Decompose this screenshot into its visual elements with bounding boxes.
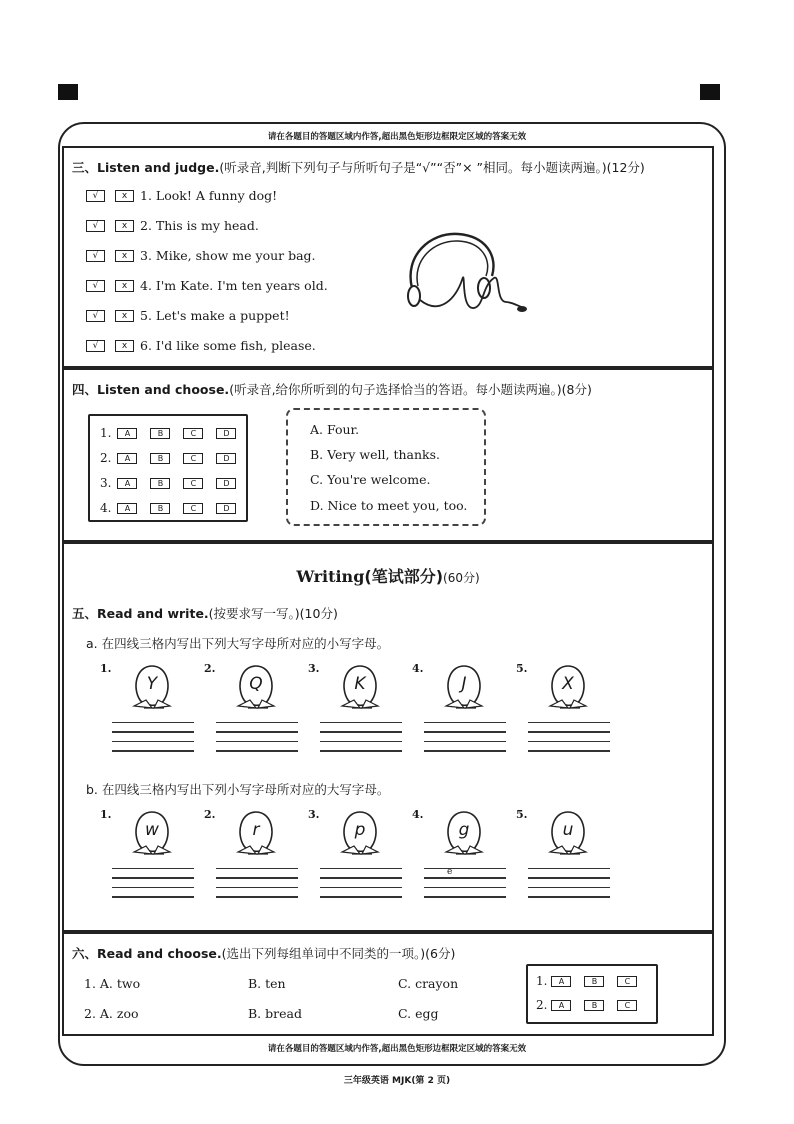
judge-row [86, 338, 316, 353]
judge-sentence: 1. Look! A funny dog! [140, 188, 278, 203]
peach-letter: X [562, 674, 574, 694]
section5-title: 五、Read and write. [72, 606, 209, 621]
four-line-grid[interactable] [424, 868, 506, 906]
check-box[interactable]: √ [86, 340, 105, 352]
answer-grid-section4 [88, 414, 248, 522]
cross-box[interactable]: x [115, 280, 134, 292]
option-box[interactable]: D [216, 503, 236, 514]
option-box[interactable]: A [117, 428, 137, 439]
row2-a: 2. A. zoo [84, 1006, 139, 1021]
section3-instruction: (听录音,判断下列句子与所听句子是“√”“否”× ”相同。每小题读两遍。)(12分) [219, 160, 645, 175]
writing-score: (60分) [443, 571, 480, 585]
option-box[interactable]: C [617, 1000, 637, 1011]
choices-box [286, 408, 486, 526]
section5-instruction: (按要求写一写。)(10分) [208, 606, 338, 621]
answer-row-number: 3. [100, 476, 112, 490]
option-box[interactable]: A [117, 503, 137, 514]
four-line-grid[interactable] [528, 722, 610, 760]
peach-letter-card [130, 662, 190, 718]
answer-row-number: 2. [100, 451, 112, 465]
choice-a: A. Four. [310, 422, 360, 437]
row1-b: B. ten [248, 976, 286, 991]
cross-box[interactable]: x [115, 190, 134, 202]
check-box[interactable]: √ [86, 280, 105, 292]
judge-row [86, 278, 328, 293]
section6-instruction: (选出下列每组单词中不同类的一项。)(6分) [221, 946, 456, 961]
answer-row [536, 974, 650, 988]
item-number: 2. [204, 662, 216, 675]
option-box[interactable]: B [584, 976, 604, 987]
section6-heading [72, 944, 455, 962]
option-box[interactable]: C [617, 976, 637, 987]
four-line-grid[interactable] [528, 868, 610, 906]
judge-sentence: 4. I'm Kate. I'm ten years old. [140, 278, 328, 293]
option-box[interactable]: B [584, 1000, 604, 1011]
option-box[interactable]: D [216, 478, 236, 489]
peach-letter-card [130, 808, 190, 864]
answer-row-number: 1. [100, 426, 112, 440]
item-number: 5. [516, 662, 528, 675]
option-box[interactable]: A [551, 1000, 571, 1011]
four-line-grid[interactable] [112, 868, 194, 906]
option-box[interactable]: A [117, 453, 137, 464]
four-line-grid[interactable] [216, 722, 298, 760]
section6-title: 六、Read and choose. [72, 946, 222, 961]
peach-letter: u [562, 820, 574, 840]
section5-heading [72, 604, 338, 622]
peach-letter-card [442, 662, 502, 718]
peach-letter-card [546, 808, 606, 864]
peach-letter-card [234, 662, 294, 718]
choice-b: B. Very well, thanks. [310, 447, 440, 462]
registration-mark-left [58, 84, 78, 100]
cross-box[interactable]: x [115, 250, 134, 262]
cross-box[interactable]: x [115, 340, 134, 352]
choice-c: C. You're welcome. [310, 472, 431, 487]
judge-row [86, 218, 259, 233]
writing-title-en: Writing [296, 567, 365, 586]
check-box[interactable]: √ [86, 190, 105, 202]
headphones-image [400, 226, 530, 321]
option-box[interactable]: B [150, 503, 170, 514]
option-box[interactable]: A [117, 478, 137, 489]
item-number: 1. [100, 662, 112, 675]
answer-row-number: 2. [536, 998, 548, 1012]
section-listen-choose [62, 368, 714, 542]
peach-letter: r [252, 820, 260, 840]
option-box[interactable]: B [150, 478, 170, 489]
item-number: 3. [308, 808, 320, 821]
cross-box[interactable]: x [115, 220, 134, 232]
option-box[interactable]: D [216, 453, 236, 464]
answer-row-number: 4. [100, 501, 112, 515]
section3-heading [72, 158, 645, 176]
option-box[interactable]: D [216, 428, 236, 439]
answer-grid-section6 [526, 964, 658, 1024]
answer-row [100, 451, 249, 465]
row2-c: C. egg [398, 1006, 439, 1021]
peach-letter: K [354, 674, 366, 694]
row2-b: B. bread [248, 1006, 302, 1021]
four-line-grid[interactable] [320, 722, 402, 760]
section4-title: 四、Listen and choose. [72, 382, 230, 397]
registration-mark-right [700, 84, 720, 100]
notice-top: 请在各题目的答题区域内作答,超出黑色矩形边框限定区域的答案无效 [267, 132, 527, 142]
peach-letter-card [442, 808, 502, 864]
option-box[interactable]: C [183, 453, 203, 464]
answer-row [100, 476, 249, 490]
section3-title: 三、Listen and judge. [72, 160, 220, 175]
four-line-grid[interactable] [112, 722, 194, 760]
peach-letter-card [546, 662, 606, 718]
check-box[interactable]: √ [86, 220, 105, 232]
peach-letter: p [354, 820, 366, 840]
option-box[interactable]: C [183, 503, 203, 514]
four-line-grid[interactable] [320, 868, 402, 906]
peach-letter-card [234, 808, 294, 864]
peach-letter: Q [249, 674, 263, 694]
item-number: 3. [308, 662, 320, 675]
judge-row [86, 308, 290, 323]
option-box[interactable]: C [183, 428, 203, 439]
peach-letter-card [338, 662, 398, 718]
page-footer: 三年级英语 MJK(第 2 页) [343, 1076, 451, 1086]
item-number: 4. [412, 808, 424, 821]
four-line-grid[interactable] [424, 722, 506, 760]
check-box[interactable]: √ [86, 310, 105, 322]
row1-c: C. crayon [398, 976, 459, 991]
peach-letter: w [145, 820, 159, 840]
section-writing [62, 542, 714, 932]
item-number: 2. [204, 808, 216, 821]
cross-box[interactable]: x [115, 310, 134, 322]
row1-a: 1. A. two [84, 976, 141, 991]
writing-title [64, 564, 712, 587]
part-a-instruction: a. 在四线三格内写出下列大写字母所对应的小写字母。 [86, 636, 390, 651]
peach-letter: Y [146, 674, 158, 694]
judge-row [86, 248, 316, 263]
notice-bottom: 请在各题目的答题区域内作答,超出黑色矩形边框限定区域的答案无效 [267, 1044, 527, 1054]
option-box[interactable]: A [551, 976, 571, 987]
option-box[interactable]: C [183, 478, 203, 489]
section-listen-judge [62, 146, 714, 368]
item-number: 4. [412, 662, 424, 675]
four-line-grid[interactable] [216, 868, 298, 906]
peach-letter-card [338, 808, 398, 864]
judge-row [86, 188, 277, 203]
answer-row [100, 501, 249, 515]
section-read-choose [62, 932, 714, 1036]
part-b-instruction: b. 在四线三格内写出下列小写字母所对应的大写字母。 [86, 782, 390, 797]
writing-title-cn: (笔试部分) [364, 567, 444, 586]
choice-d: D. Nice to meet you, too. [310, 498, 468, 513]
check-box[interactable]: √ [86, 250, 105, 262]
answer-row [536, 998, 650, 1012]
stray-mark: e [447, 867, 453, 877]
judge-sentence: 5. Let's make a puppet! [140, 308, 290, 323]
option-box[interactable]: B [150, 453, 170, 464]
peach-letter: J [461, 674, 467, 694]
judge-sentence: 2. This is my head. [140, 218, 259, 233]
answer-row-number: 1. [536, 974, 548, 988]
option-box[interactable]: B [150, 428, 170, 439]
section4-instruction: (听录音,给你所听到的句子选择恰当的答语。每小题读两遍。)(8分) [229, 382, 592, 397]
item-number: 5. [516, 808, 528, 821]
answer-row [100, 426, 249, 440]
section4-heading [72, 380, 592, 398]
item-number: 1. [100, 808, 112, 821]
peach-letter: g [458, 820, 470, 840]
judge-sentence: 3. Mike, show me your bag. [140, 248, 316, 263]
judge-sentence: 6. I'd like some fish, please. [140, 338, 316, 353]
